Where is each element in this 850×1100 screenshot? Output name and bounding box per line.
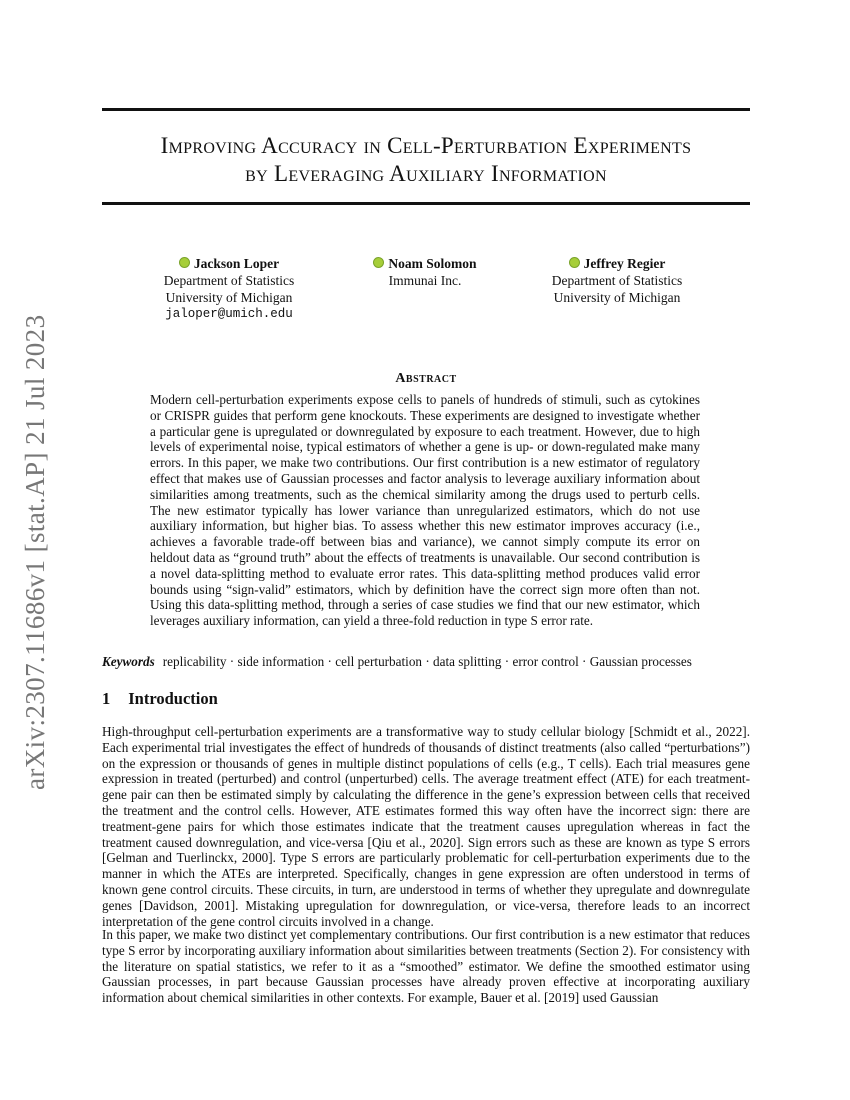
author-2 [320, 255, 530, 289]
orcid-icon[interactable] [373, 257, 384, 268]
arxiv-identifier: arXiv:2307.11686v1 [stat.AP] 21 Jul 2023 [20, 314, 50, 790]
orcid-icon[interactable] [179, 257, 190, 268]
keywords [102, 654, 750, 670]
author-affiliation: Immunai Inc. [388, 273, 462, 288]
author-name: Noam Solomon [388, 256, 477, 271]
section-number: 1 [102, 689, 111, 708]
orcid-icon[interactable] [569, 257, 580, 268]
title-line-1: Improving Accuracy in Cell-Perturbation Experiments [160, 133, 692, 158]
author-1 [124, 255, 334, 323]
title-rule-bottom [102, 202, 750, 205]
title-line-2: by Leveraging Auxiliary Information [245, 161, 607, 186]
author-affiliation: University of Michigan [553, 290, 681, 305]
author-name: Jeffrey Regier [583, 256, 666, 271]
author-affiliation: Department of Statistics [163, 273, 295, 288]
body-paragraph: High-throughput cell-perturbation experiments are a transformative way to study cellular biology [Schmidt et al., 2022]. Each experimental trial investigates the effect of hundreds of thousands of distinct treatments (also called “perturbations”) on the expression or thousands of genes in multiple distinct populations of cells (e.g., T cells). Each trial measures gene expression in treated (perturbed) and control (unperturbed) cells. The average treatment effect (ATE) for each treatment-gene pair can then be estimated simply by calculating the difference in the gene’s expression between cells that received the treatment and the control cells. However, ATE estimates formed this way often have the incorrect sign: there are treatment-gene pairs for which those estimates indicate that the treatment causes upregulation whereas in fact the treatment caused downregulation, and vice-versa [Qiu et al., 2020]. Sign errors such as these are known as type S errors [Gelman and Tuerlinckx, 2000]. Type S errors are particularly problematic for cell-perturbation experiments due to the manner in which the ATEs are interpreted. Specifically, changes in gene expression are often understood in terms of known gene control circuits. These circuits, in turn, are understood in terms of whether they upregulate and downregulate genes [Davidson, 2001]. Mistaking upregulation for downregulation, or vice-versa, therefore leads to an incorrect interpretation of the gene control circuits involved in a change. [102, 724, 750, 929]
paper-title [102, 132, 750, 188]
author-email[interactable]: jaloper@umich.edu [165, 307, 293, 321]
author-name: Jackson Loper [193, 256, 280, 271]
author-block [102, 255, 750, 325]
author-3 [512, 255, 722, 306]
title-rule-top [102, 108, 750, 111]
author-affiliation: Department of Statistics [551, 273, 683, 288]
keywords-label: Keywords [102, 654, 155, 669]
keywords-list: replicability · side information · cell perturbation · data splitting · error control · Gaussian processes [162, 654, 692, 669]
author-affiliation: University of Michigan [165, 290, 293, 305]
section-heading [102, 689, 218, 709]
section-title: Introduction [128, 689, 218, 708]
abstract-text: Modern cell-perturbation experiments expose cells to panels of hundreds of stimuli, such as cytokines or CRISPR guides that perform gene knockouts. These experiments are designed to investigate whether a particular gene is upregulated or downregulated by exposure to each treatment. However, due to high levels of experimental noise, typical estimators of whether a gene is up- or down-regulated make many errors. In this paper, we make two contributions. Our first contribution is a new estimator of regulatory effect that makes use of Gaussian processes and factor analysis to leverage auxiliary information about similarities among treatments, such as the chemical similarity among the drugs used to perturb cells. The new estimator typically has lower variance than unregularized estimators, which do not use auxiliary information, but higher bias. To assess whether this new estimator improves accuracy (i.e., achieves a favorable trade-off between bias and variance), we cannot simply compute its error on heldout data as “ground truth” about the effects of treatments is unavailable. Our second contribution is a novel data-splitting method to evaluate error rates. This data-splitting method produces valid error bounds using “sign-valid” estimators, which by definition have the correct sign more often than not. Using this data-splitting method, through a series of case studies we find that our new estimator, which leverages auxiliary information, can yield a three-fold reduction in type S error rate. [150, 392, 700, 629]
body-paragraph: In this paper, we make two distinct yet complementary contributions. Our first contribution is a new estimator that reduces type S error by incorporating auxiliary information about similarities between treatments (Section 2). For consistency with the literature on spatial statistics, we refer to it as a “smoothed” estimator. We define the smoothed estimator using Gaussian processes, in part because Gaussian processes have already proven effective at incorporating auxiliary information about chemical similarities in other contexts. For example, Bauer et al. [2019] used Gaussian [102, 927, 750, 1006]
abstract-heading: Abstract [395, 371, 457, 386]
